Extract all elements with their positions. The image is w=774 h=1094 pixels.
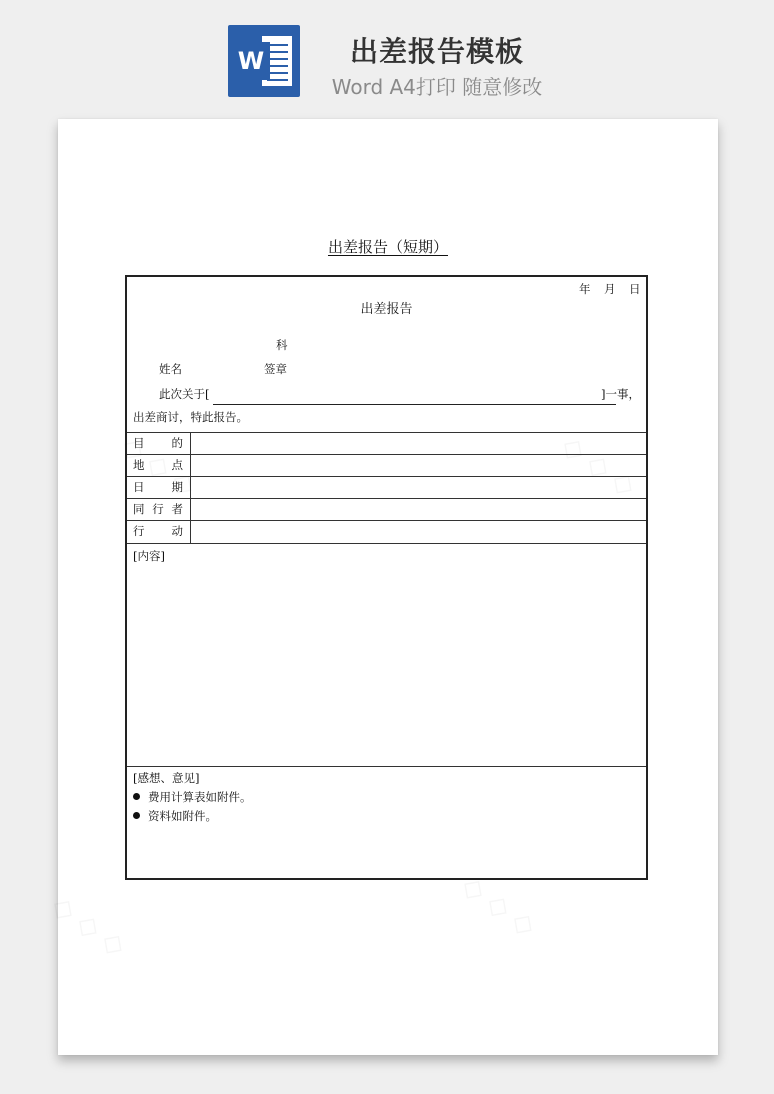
word-logo-letter: W: [232, 42, 270, 80]
table-row-line: [127, 498, 646, 499]
statement-text: 出差商讨，特此报告。: [133, 410, 248, 424]
document-title-text: 出差报告（短期）: [327, 238, 448, 256]
table-row-line: [127, 520, 646, 521]
banner-title: 出差报告模板: [349, 35, 524, 68]
regarding-prefix: 此次关于[: [159, 387, 210, 401]
table-bottom-line: [127, 543, 646, 544]
content-bottom-line: [127, 766, 646, 767]
regarding-suffix: ]一事，: [601, 387, 640, 401]
form-heading: 出差报告: [360, 302, 413, 317]
word-logo-icon: [228, 25, 300, 97]
row-value-date[interactable]: [197, 480, 637, 496]
row-label-activities: 行 动: [133, 524, 183, 538]
seal-label: 签章: [264, 362, 287, 376]
opinion-label: [感想、意见]: [133, 771, 200, 785]
bullet-dot-icon: [133, 793, 140, 800]
department-suffix: 科: [276, 338, 288, 352]
row-label-companions: 同 行 者: [133, 502, 183, 516]
watermark: [46, 888, 132, 962]
table-column-divider: [190, 432, 191, 543]
bullet-dot-icon: [133, 812, 140, 819]
content-label: [内容]: [133, 549, 165, 563]
bullet-item: 资料如附件。: [133, 808, 217, 824]
document-title: [58, 236, 718, 257]
row-label-purpose: 目 的: [133, 436, 183, 450]
table-row-line: [127, 476, 646, 477]
document-page: [58, 119, 718, 1055]
table-row-line: [127, 454, 646, 455]
row-value-purpose[interactable]: [197, 436, 637, 452]
report-form: [125, 275, 648, 880]
name-label: 姓名: [159, 362, 182, 376]
row-value-activities[interactable]: [197, 524, 637, 540]
table-top-line: [127, 432, 646, 433]
row-label-date: 日 期: [133, 480, 183, 494]
bullet-item: 费用计算表如附件。: [133, 789, 252, 805]
regarding-underline[interactable]: [213, 404, 616, 405]
row-value-companions[interactable]: [197, 502, 637, 518]
row-label-location: 地 点: [133, 458, 183, 472]
date-month-label: 月: [604, 282, 616, 296]
banner-subtitle: Word A4打印 随意修改: [331, 75, 543, 99]
row-value-location[interactable]: [197, 458, 637, 474]
date-year-label: 年: [579, 282, 591, 296]
date-day-label: 日: [629, 282, 641, 296]
